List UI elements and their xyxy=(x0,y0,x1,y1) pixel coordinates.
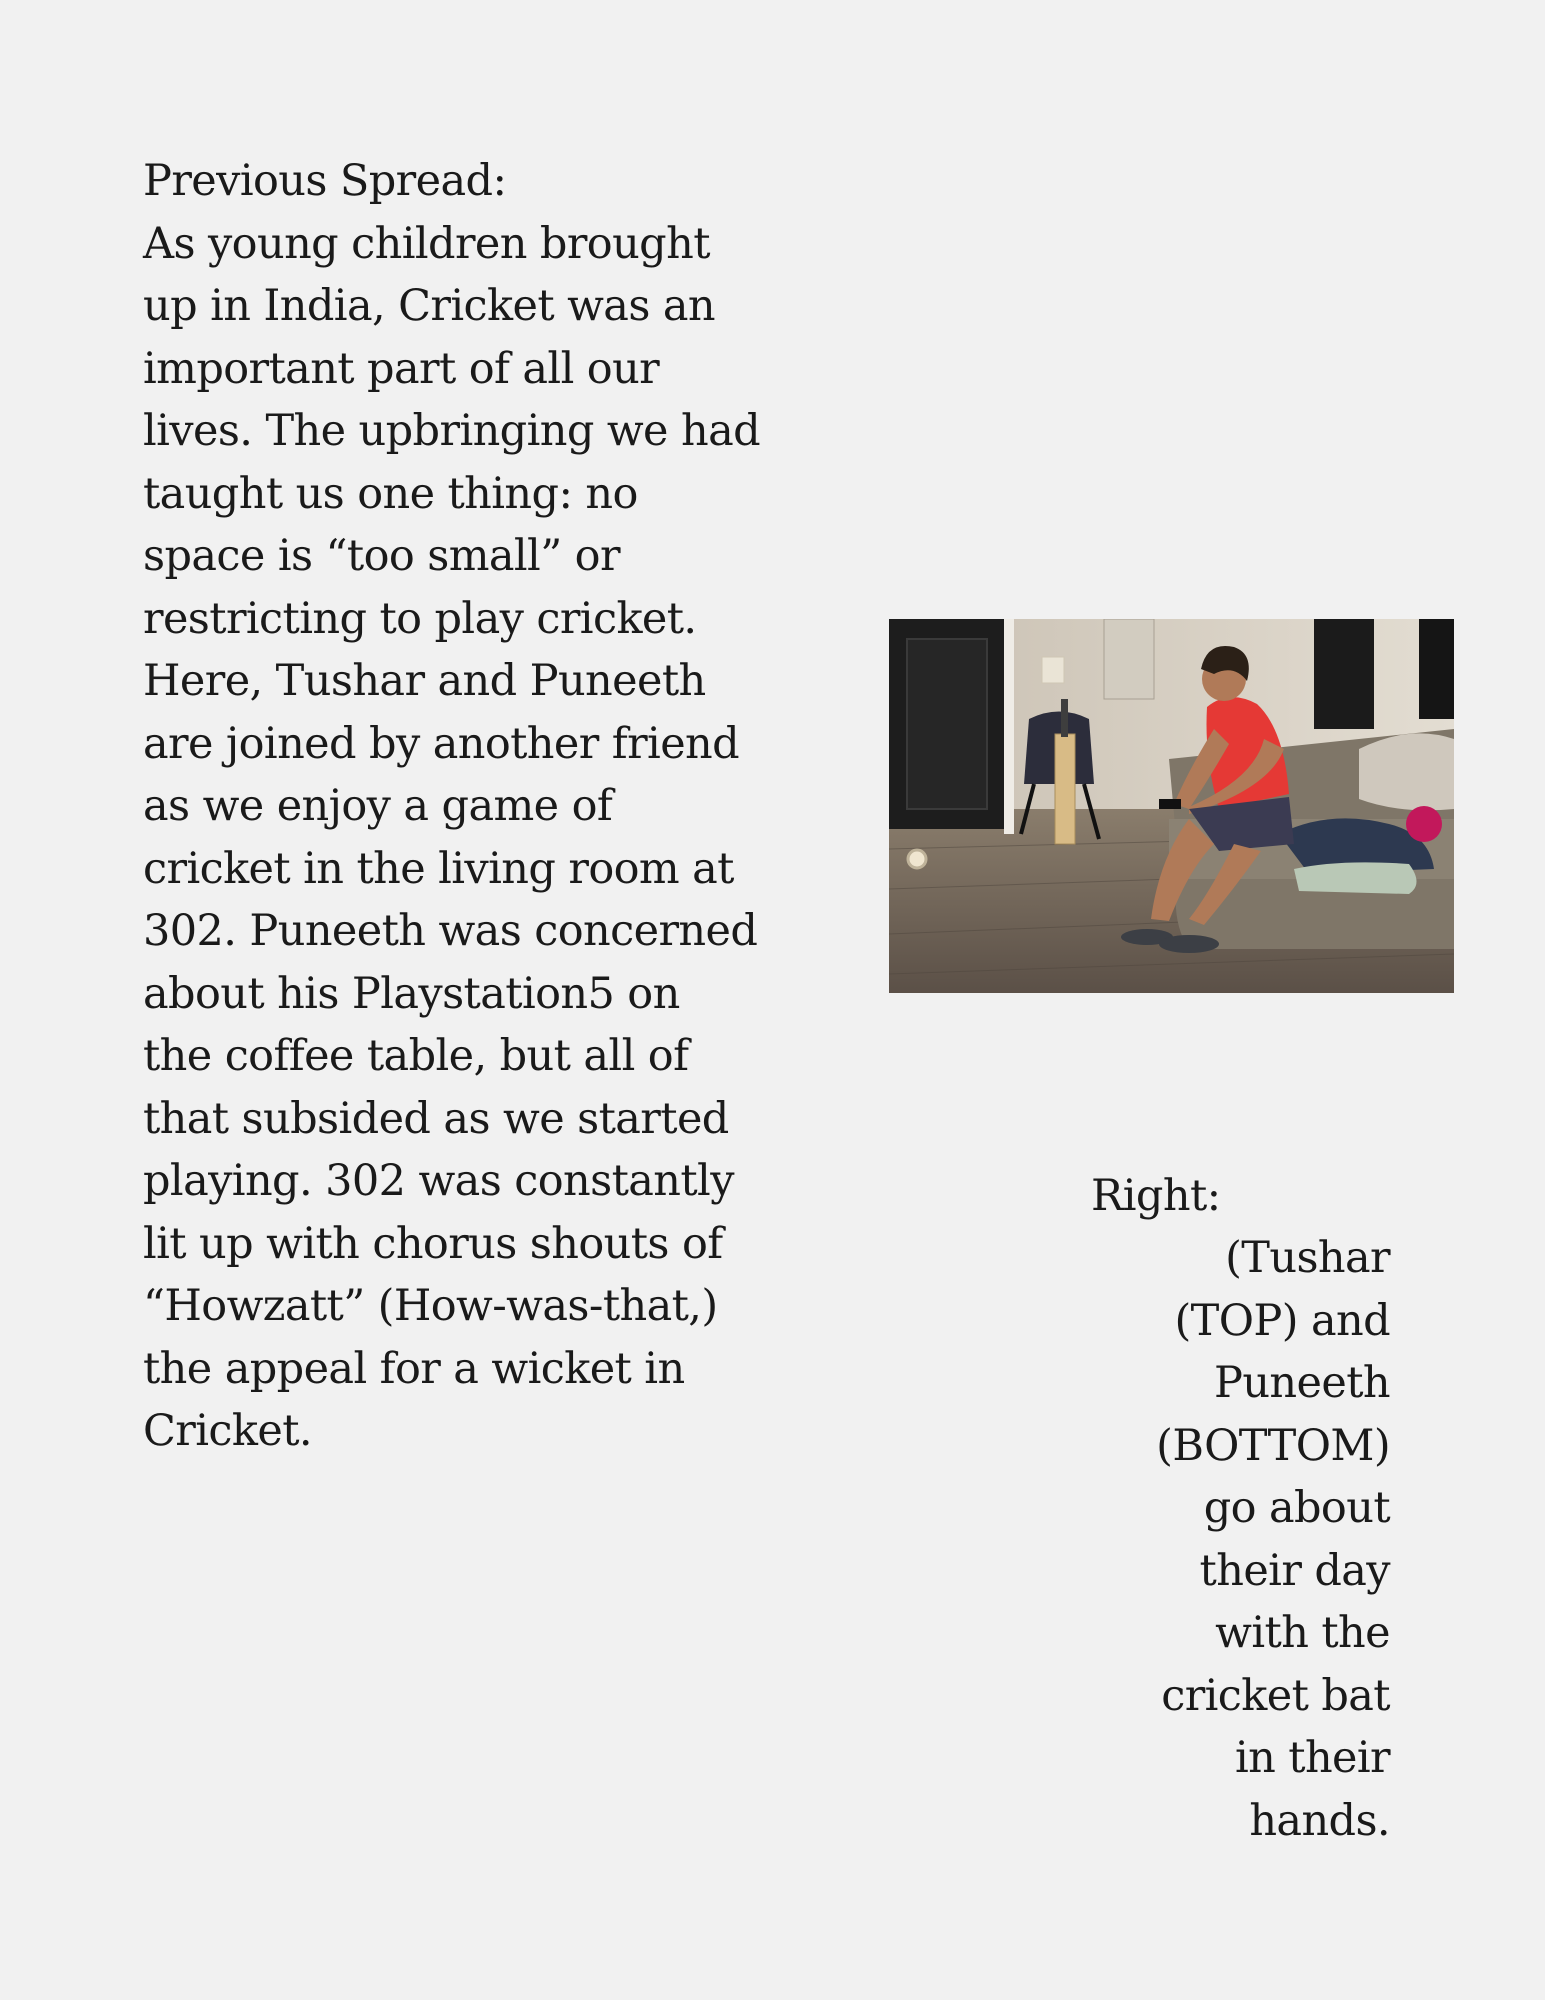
left-caption-line: Here, Tushar and Puneeth xyxy=(143,656,706,706)
right-caption-heading: Right: xyxy=(1091,1171,1221,1221)
right-caption-line: go about xyxy=(1203,1483,1390,1533)
left-caption-line: lit up with chorus shouts of xyxy=(143,1218,723,1269)
left-caption-line: up in India, Cricket was an xyxy=(143,281,715,331)
left-caption-line: restricting to play cricket. xyxy=(143,593,697,644)
left-caption-line: about his Playstation5 on xyxy=(143,968,680,1019)
living-room-photo xyxy=(889,619,1454,993)
right-caption-line: (Tushar xyxy=(1225,1233,1390,1283)
left-caption-line: Cricket. xyxy=(143,1406,312,1456)
left-caption-line: that subsided as we started xyxy=(143,1093,729,1144)
left-caption-line: “Howzatt” (How-was-that,) xyxy=(143,1281,718,1331)
right-caption-line: their day xyxy=(1199,1545,1390,1596)
left-caption-heading: Previous Spread: xyxy=(143,156,507,206)
right-caption-line: with the xyxy=(1215,1608,1390,1658)
right-caption-line: in their xyxy=(1234,1733,1390,1783)
right-caption-line: cricket bat xyxy=(1161,1670,1390,1721)
left-caption-line: taught us one thing: no xyxy=(143,468,638,519)
left-caption xyxy=(143,150,803,1463)
left-caption-line: As young children brought xyxy=(143,218,710,269)
left-caption-line: important part of all our xyxy=(143,343,660,394)
right-caption-line: hands. xyxy=(1249,1795,1390,1846)
left-caption-line: the appeal for a wicket in xyxy=(143,1343,685,1394)
right-caption-line: (TOP) and xyxy=(1174,1295,1390,1346)
left-caption-line: cricket in the living room at xyxy=(143,843,734,894)
left-caption-line: space is “too small” or xyxy=(143,531,620,581)
photo-illustration xyxy=(889,619,1454,993)
right-caption-line: Puneeth xyxy=(1214,1358,1390,1408)
left-caption-line: as we enjoy a game of xyxy=(143,781,613,831)
left-caption-line: the coffee table, but all of xyxy=(143,1031,689,1081)
right-caption-line: (BOTTOM) xyxy=(1156,1420,1390,1471)
left-caption-line: are joined by another friend xyxy=(143,718,740,769)
left-caption-line: 302. Puneeth was concerned xyxy=(143,906,758,956)
right-caption xyxy=(1050,1227,1390,1852)
left-caption-line: playing. 302 was constantly xyxy=(143,1156,734,1206)
left-caption-line: lives. The upbringing we had xyxy=(143,406,761,456)
